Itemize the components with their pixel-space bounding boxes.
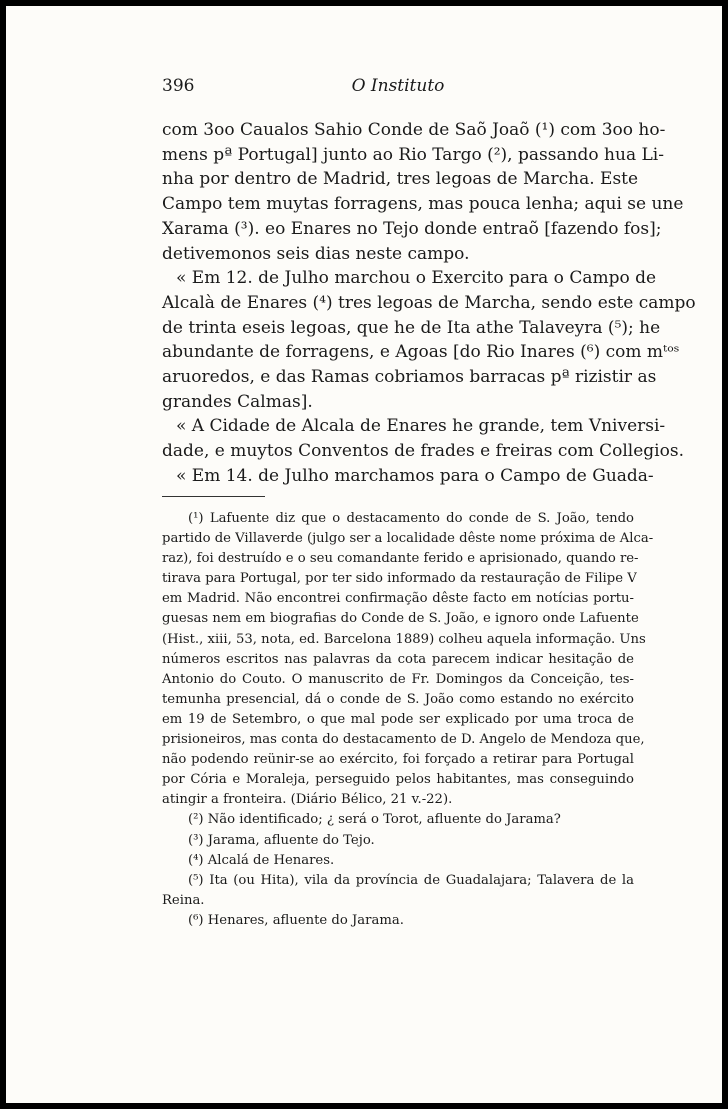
footnote-line: prisioneiros, mas conta do destacamento de D. Angelo de Mendoza que, — [162, 732, 645, 748]
footnote-line: (⁶) Henares, afluente do Jarama. — [188, 912, 404, 928]
footnote-line: Reina. — [162, 892, 205, 908]
footnotes — [162, 509, 654, 931]
body-line: Campo tem muytas forragens, mas pouca lenha; aqui se une — [162, 194, 684, 215]
footnote-line: partido de Villaverde (julgo ser a localidade dêste nome próxima de Alca- — [162, 531, 654, 547]
body-line: dade, e muytos Conventos de frades e freiras com Collegios. — [162, 441, 684, 462]
body-line: Xarama (³). eo Enares no Tejo donde entraõ [fazendo fos]; — [162, 218, 662, 239]
body-line: nha por dentro de Madrid, tres legoas de Marcha. Este — [162, 169, 639, 190]
footnote-line: por Cória e Moraleja, perseguido pelos habitantes, mas conseguindo — [162, 772, 634, 788]
body-line: abundante de forragens, e Agoas [do Rio Inares (⁶) com mᵗᵒˢ — [162, 342, 680, 363]
footnote-line: em Madrid. Não encontrei confirmação dêste facto em notícias portu- — [162, 591, 634, 607]
body-line: « A Cidade de Alcala de Enares he grande, tem Vniversi- — [176, 416, 666, 437]
footnote-divider — [162, 496, 265, 497]
footnote-line: (³) Jarama, afluente do Tejo. — [188, 832, 375, 848]
body-line: grandes Calmas]. — [162, 391, 313, 412]
page-number: 396 — [162, 76, 195, 96]
body-line: mens pª Portugal] junto ao Rio Targo (²), passando hua Li- — [162, 144, 664, 165]
footnote-line: atingir a fronteira. (Diário Bélico, 21 v.-22). — [162, 792, 453, 808]
footnote-line: raz), foi destruído e o seu comandante ferido e aprisionado, quando re- — [162, 551, 639, 567]
body-line: « Em 12. de Julho marchou o Exercito para o Campo de — [176, 268, 657, 289]
footnote-line: (⁴) Alcalá de Henares. — [188, 852, 335, 868]
footnote-line: não podendo reünir-se ao exército, foi forçado a retirar para Portugal — [162, 752, 634, 768]
footnote-line: temunha presencial, dá o conde de S. João como estando no exército — [162, 691, 634, 707]
footnote-line: (⁵) Ita (ou Hita), vila da província de Guadalajara; Talavera de la — [188, 872, 634, 888]
footnote-line: em 19 de Setembro, o que mal pode ser explicado por uma troca de — [162, 711, 634, 727]
footnote-line: (¹) Lafuente diz que o destacamento do conde de S. João, tendo — [188, 511, 634, 526]
book-page — [6, 6, 722, 1103]
body-line: detivemonos seis dias neste campo. — [162, 243, 470, 264]
body-line: de trinta eseis legoas, que he de Ita athe Talaveyra (⁵); he — [162, 317, 661, 338]
body-line: aruoredos, e das Ramas cobriamos barracas pª rizistir as — [162, 367, 657, 388]
footnote-line: (²) Não identificado; ¿ será o Torot, afluente do Jarama? — [188, 812, 561, 828]
body-line: « Em 14. de Julho marchamos para o Campo de Guada- — [176, 465, 654, 486]
footnote-line: (Hist., xiii, 53, nota, ed. Barcelona 1889) colheu aquela informação. Uns — [162, 631, 646, 647]
body-line: Alcalà de Enares (⁴) tres legoas de Marcha, sendo este campo — [162, 292, 696, 313]
footnote-line: tirava para Portugal, por ter sido informado da restauração de Filipe V — [162, 571, 637, 587]
footnote-line: números escritos nas palavras da cota parecem indicar hesitação de — [162, 651, 634, 667]
running-head — [162, 76, 634, 106]
footnote-line: guesas nem em biografias do Conde de S. João, e ignoro onde Lafuente — [162, 611, 639, 627]
footnote-line: Antonio do Couto. O manuscrito de Fr. Domingos da Conceição, tes- — [162, 671, 634, 687]
body-text — [162, 118, 696, 489]
body-line: com 3oo Caualos Sahio Conde de Saõ Joaõ (¹) com 3oo ho- — [162, 120, 666, 140]
running-title: O Instituto — [351, 76, 445, 96]
